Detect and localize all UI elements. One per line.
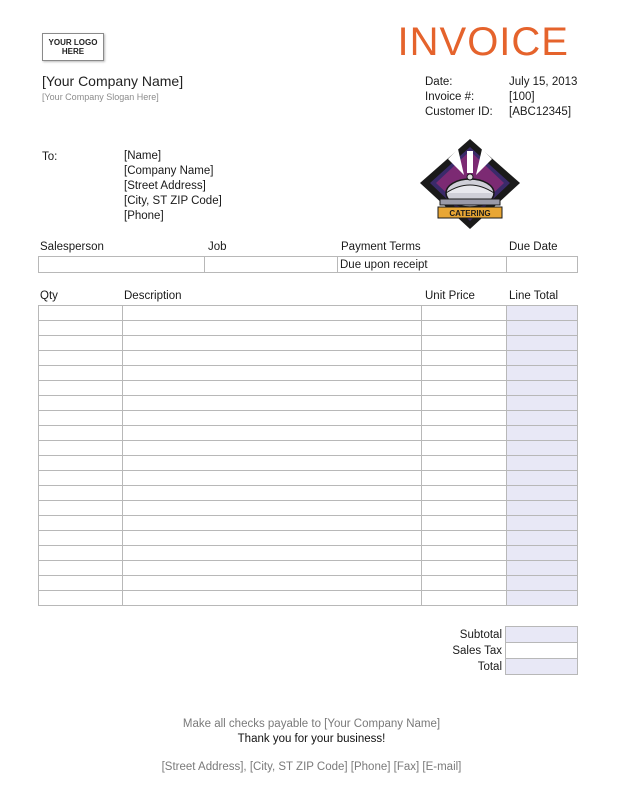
line-total-cell — [506, 501, 577, 516]
description-cell[interactable] — [123, 426, 422, 441]
qty-cell[interactable] — [39, 351, 123, 366]
invoice-number-label: Invoice #: — [425, 91, 475, 103]
qty-cell[interactable] — [39, 366, 123, 381]
line-total-cell — [506, 561, 577, 576]
table-row — [39, 501, 578, 516]
qty-cell[interactable] — [39, 561, 123, 576]
due-date-cell[interactable] — [506, 257, 577, 273]
line-total-cell — [506, 321, 577, 336]
to-name[interactable]: [Name] — [124, 150, 162, 162]
unit-price-cell[interactable] — [422, 441, 506, 456]
to-label: To: — [42, 151, 58, 163]
unit-price-cell[interactable] — [422, 396, 506, 411]
description-cell[interactable] — [123, 441, 422, 456]
description-cell[interactable] — [123, 366, 422, 381]
table-row — [39, 576, 578, 591]
qty-cell[interactable] — [39, 396, 123, 411]
qty-cell[interactable] — [39, 441, 123, 456]
description-cell[interactable] — [123, 336, 422, 351]
invoice-title: INVOICE — [397, 20, 569, 64]
company-name[interactable]: [Your Company Name] — [42, 73, 184, 89]
line-total-cell — [506, 531, 577, 546]
table-row — [39, 561, 578, 576]
line-total-cell — [506, 351, 577, 366]
description-cell[interactable] — [123, 381, 422, 396]
salesperson-header: Salesperson — [40, 241, 104, 253]
unit-price-cell[interactable] — [422, 471, 506, 486]
description-header: Description — [124, 290, 182, 302]
line-total-cell — [506, 396, 577, 411]
line-total-header: Line Total — [509, 290, 559, 302]
table-row — [39, 351, 578, 366]
unit-price-cell[interactable] — [422, 561, 506, 576]
table-row — [39, 516, 578, 531]
unit-price-cell[interactable] — [422, 531, 506, 546]
qty-cell[interactable] — [39, 471, 123, 486]
total-value — [506, 659, 578, 675]
line-total-cell — [506, 336, 577, 351]
description-cell[interactable] — [123, 516, 422, 531]
subtotal-label: Subtotal — [459, 628, 502, 641]
unit-price-cell[interactable] — [422, 351, 506, 366]
thank-you-note: Thank you for your business! — [237, 733, 386, 745]
sales-tax-value[interactable] — [506, 643, 578, 659]
unit-price-cell[interactable] — [422, 456, 506, 471]
sales-tax-label: Sales Tax — [452, 644, 502, 657]
unit-price-cell[interactable] — [422, 516, 506, 531]
line-total-cell — [506, 366, 577, 381]
table-row — [39, 471, 578, 486]
unit-price-cell[interactable] — [422, 306, 506, 321]
qty-cell[interactable] — [39, 531, 123, 546]
description-cell[interactable] — [123, 486, 422, 501]
customer-id-label: Customer ID: — [425, 106, 493, 118]
description-cell[interactable] — [123, 351, 422, 366]
line-total-cell — [506, 411, 577, 426]
unit-price-cell[interactable] — [422, 501, 506, 516]
line-total-cell — [506, 471, 577, 486]
to-phone[interactable]: [Phone] — [124, 210, 164, 222]
unit-price-cell[interactable] — [422, 381, 506, 396]
qty-header: Qty — [40, 290, 58, 302]
line-items-table — [38, 305, 578, 606]
unit-price-cell[interactable] — [422, 336, 506, 351]
line-total-cell — [506, 576, 577, 591]
total-label: Total — [477, 660, 502, 673]
unit-price-cell[interactable] — [422, 411, 506, 426]
line-total-cell — [506, 591, 577, 606]
qty-cell[interactable] — [39, 306, 123, 321]
contact-line: [Street Address], [City, ST ZIP Code] [Phone] [Fax] [E-mail] — [161, 761, 462, 773]
qty-cell[interactable] — [39, 321, 123, 336]
unit-price-cell[interactable] — [422, 546, 506, 561]
unit-price-header: Unit Price — [425, 290, 475, 302]
line-total-cell — [506, 441, 577, 456]
table-row — [39, 306, 578, 321]
qty-cell[interactable] — [39, 576, 123, 591]
to-city[interactable]: [City, ST ZIP Code] — [124, 195, 222, 207]
unit-price-cell[interactable] — [422, 576, 506, 591]
qty-cell[interactable] — [39, 546, 123, 561]
job-cell[interactable] — [205, 257, 338, 273]
description-cell[interactable] — [123, 546, 422, 561]
to-company[interactable]: [Company Name] — [124, 165, 214, 177]
catering-clipart — [418, 137, 522, 231]
company-slogan[interactable]: [Your Company Slogan Here] — [42, 92, 159, 102]
qty-cell[interactable] — [39, 336, 123, 351]
table-row — [39, 486, 578, 501]
description-cell[interactable] — [123, 501, 422, 516]
qty-cell[interactable] — [39, 381, 123, 396]
qty-cell[interactable] — [39, 426, 123, 441]
line-total-cell — [506, 516, 577, 531]
unit-price-cell[interactable] — [422, 426, 506, 441]
description-cell[interactable] — [123, 306, 422, 321]
line-total-cell — [506, 306, 577, 321]
logo-placeholder — [42, 33, 104, 61]
qty-cell[interactable] — [39, 486, 123, 501]
table-row — [39, 336, 578, 351]
qty-cell[interactable] — [39, 456, 123, 471]
description-cell[interactable] — [123, 456, 422, 471]
qty-cell[interactable] — [39, 411, 123, 426]
line-total-cell — [506, 381, 577, 396]
date-label: Date: — [425, 76, 453, 88]
description-cell[interactable] — [123, 576, 422, 591]
unit-price-cell[interactable] — [422, 366, 506, 381]
invoice-number-value[interactable]: [100] — [509, 91, 535, 103]
unit-price-cell[interactable] — [422, 591, 506, 606]
totals-table — [422, 626, 578, 675]
description-cell[interactable] — [123, 321, 422, 336]
line-total-cell — [506, 456, 577, 471]
logo-line-1: YOUR LOGO — [48, 38, 98, 47]
table-row — [39, 366, 578, 381]
table-row — [39, 396, 578, 411]
to-street[interactable]: [Street Address] — [124, 180, 206, 192]
payment-terms-cell[interactable]: Due upon receipt — [338, 257, 507, 273]
unit-price-cell[interactable] — [422, 486, 506, 501]
line-total-cell — [506, 546, 577, 561]
description-cell[interactable] — [123, 531, 422, 546]
qty-cell[interactable] — [39, 516, 123, 531]
logo-line-2: HERE — [61, 47, 85, 56]
terms-table — [38, 256, 578, 273]
line-total-cell — [506, 486, 577, 501]
subtotal-value — [506, 627, 578, 643]
unit-price-cell[interactable] — [422, 321, 506, 336]
payable-note: Make all checks payable to [Your Company Name] — [182, 718, 441, 730]
catering-badge-text: CATERING — [449, 209, 491, 218]
description-cell[interactable] — [123, 561, 422, 576]
salesperson-cell[interactable] — [39, 257, 205, 273]
qty-cell[interactable] — [39, 501, 123, 516]
table-row — [39, 456, 578, 471]
table-row — [39, 411, 578, 426]
payment-terms-header: Payment Terms — [341, 241, 421, 253]
table-row — [39, 441, 578, 456]
table-row — [39, 531, 578, 546]
customer-id-value[interactable]: [ABC12345] — [509, 106, 572, 118]
date-value[interactable]: July 15, 2013 — [509, 76, 578, 88]
table-row — [39, 546, 578, 561]
job-header: Job — [208, 241, 227, 253]
description-cell[interactable] — [123, 396, 422, 411]
description-cell[interactable] — [123, 471, 422, 486]
description-cell[interactable] — [123, 411, 422, 426]
table-row — [39, 381, 578, 396]
description-cell[interactable] — [123, 591, 422, 606]
line-total-cell — [506, 426, 577, 441]
table-row — [39, 591, 578, 606]
qty-cell[interactable] — [39, 591, 123, 606]
table-row — [39, 321, 578, 336]
table-row — [39, 426, 578, 441]
due-date-header: Due Date — [509, 241, 558, 253]
